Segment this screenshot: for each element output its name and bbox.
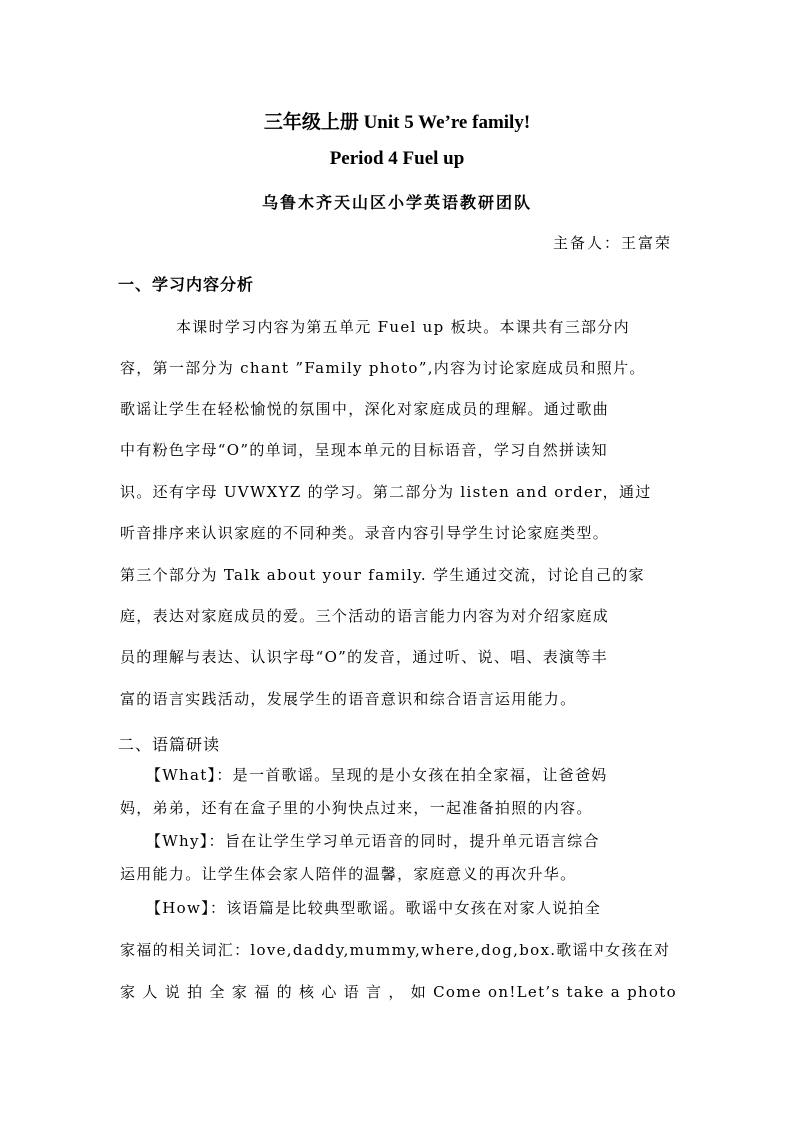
section1-heading: 一、学习内容分析 xyxy=(118,275,255,294)
section2-line: 运用能力。让学生体会家人陪伴的温馨，家庭意义的再次升华。 xyxy=(120,865,577,883)
section1-line: 富的语言实践活动，发展学生的语音意识和综合语言运用能力。 xyxy=(120,690,577,708)
team-name: 乌鲁木齐天山区小学英语教研团队 xyxy=(261,193,532,212)
section2-line: 【Why】：旨在让学生学习单元语音的同时，提升单元语言综合 xyxy=(146,832,600,850)
section2-line: 妈，弟弟，还有在盒子里的小狗快点过来，一起准备拍照的内容。 xyxy=(120,799,593,817)
section1-line: 庭，表达对家庭成员的爱。三个活动的语言能力内容为对介绍家庭成 xyxy=(120,607,610,625)
section1-line: 员的理解与表达、认识字母“O”的发音，通过听、说、唱、表演等丰 xyxy=(120,648,608,666)
section1-line: 歌谣让学生在轻松愉悦的氛围中，深化对家庭成员的理解。通过歌曲 xyxy=(120,400,610,418)
section2-line: 【How】：该语篇是比较典型歌谣。歌谣中女孩在对家人说拍全 xyxy=(146,899,602,917)
section1-line: 本课时学习内容为第五单元 Fuel up 板块。本课共有三部分内 xyxy=(176,318,630,336)
section1-line: 听音排序来认识家庭的不同种类。录音内容引导学生讨论家庭类型。 xyxy=(120,524,610,542)
section2-line: 家 人 说 拍 全 家 福 的 核 心 语 言 ， 如 Come on!Let’s take a photo xyxy=(120,983,677,1001)
section1-line: 第三个部分为 Talk about your family. 学生通过交流，讨论自己的家 xyxy=(120,566,645,584)
section1-line: 容，第一部分为 chant ”Family photo”,内容为讨论家庭成员和照片。 xyxy=(120,359,646,377)
section2-line: 【What】：是一首歌谣。呈现的是小女孩在拍全家福，让爸爸妈 xyxy=(146,766,608,784)
author-line: 主备人：王富荣 xyxy=(552,234,672,252)
section2-heading: 二、语篇研读 xyxy=(118,735,221,754)
section2-line: 家福的相关词汇：love,daddy,mummy,where,dog,box.歌谣中女孩在对 xyxy=(120,941,671,959)
section1-line: 中有粉色字母“O”的单词，呈现本单元的目标语音，学习自然拼读知 xyxy=(120,441,608,459)
section1-line: 识。还有字母 UVWXYZ 的学习。第二部分为 listen and order，通过 xyxy=(120,483,652,501)
document-title: 三年级上册 Unit 5 We’re family! xyxy=(263,112,531,133)
document-subtitle: Period 4 Fuel up xyxy=(329,148,465,169)
